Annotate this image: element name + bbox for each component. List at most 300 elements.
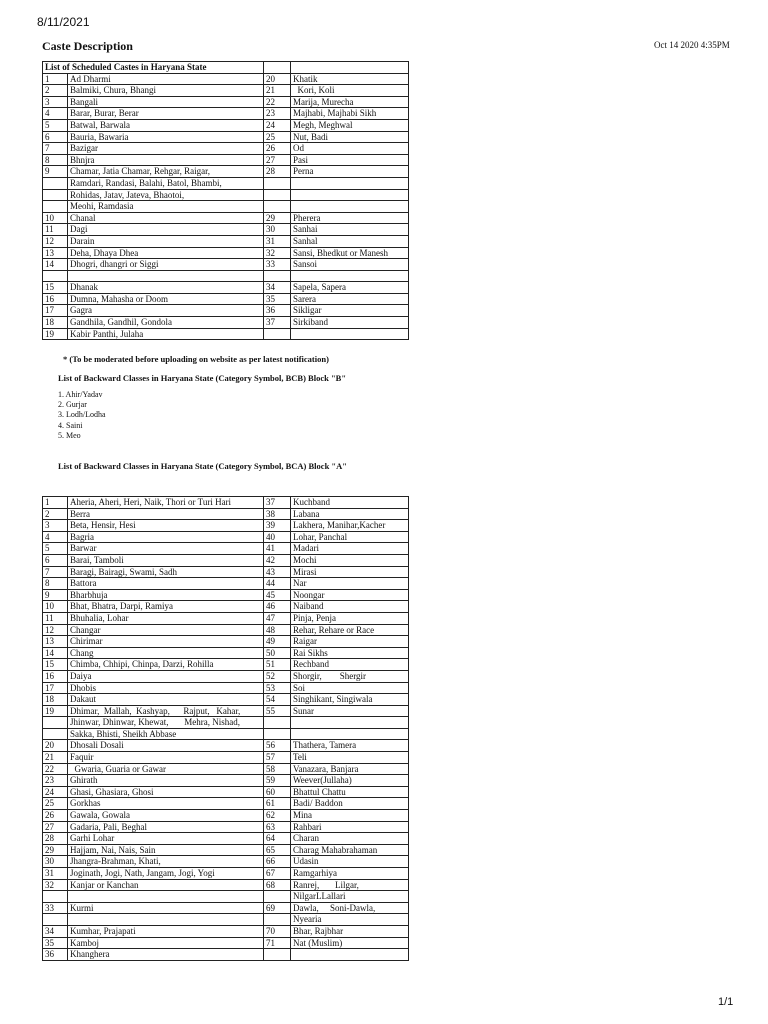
caste-name-right [291,270,409,282]
caste-name-left: Barai, Tamboli [68,554,264,566]
table-row [43,763,409,775]
caste-name-left: Garhi Lohar [68,833,264,845]
table-row [43,821,409,833]
caste-name-right: Bhar, Rajbhar [291,925,409,937]
table-row [43,659,409,671]
serial-right: 60 [264,786,291,798]
serial-right: 54 [264,694,291,706]
serial-right: 66 [264,856,291,868]
table-row [43,282,409,294]
serial-right: 62 [264,810,291,822]
serial-left: 17 [43,682,68,694]
caste-name-right [291,201,409,213]
caste-name-right: Noongar [291,589,409,601]
caste-name-right: Sansi, Bhedkut or Manesh [291,247,409,259]
serial-left: 6 [43,131,68,143]
table-row [43,844,409,856]
serial-left: 10 [43,212,68,224]
table-row [43,305,409,317]
caste-name-right: Vanazara, Banjara [291,763,409,775]
table-row [43,612,409,624]
caste-name-left: Batwal, Barwala [68,119,264,131]
caste-name-right: Sansoi [291,259,409,271]
caste-name-left: Rohidas, Jatav, Jateva, Bhaotoi, [68,189,264,201]
caste-name-left: Ramdari, Randasi, Balahi, Batol, Bhambi, [68,177,264,189]
caste-name-right: Udasin [291,856,409,868]
table-row [43,73,409,85]
caste-name-right: Teli [291,752,409,764]
caste-name-right: NilgarLLallari [291,891,409,903]
serial-right: 49 [264,636,291,648]
caste-name-left: Gadaria, Pali, Beghal [68,821,264,833]
table-row [43,247,409,259]
caste-name-right [291,728,409,740]
serial-right: 33 [264,259,291,271]
caste-name-left: Khanghera [68,949,264,961]
serial-left: 23 [43,775,68,787]
table-row [43,554,409,566]
list-item: 2. Gurjar [58,400,87,410]
caste-name-right: Nyearia [291,914,409,926]
serial-left: 18 [43,694,68,706]
serial-left: 25 [43,798,68,810]
serial-left [43,914,68,926]
caste-name-left: Ad Dharmi [68,73,264,85]
serial-right: 29 [264,212,291,224]
caste-name-right: Kori, Koli [291,85,409,97]
caste-name-right: Dawla, Soni-Dawla, [291,902,409,914]
caste-name-left: Baragi, Bairagi, Swami, Sadh [68,566,264,578]
caste-name-right: Shorgir, Shergir [291,670,409,682]
serial-right: 35 [264,293,291,305]
serial-left: 22 [43,763,68,775]
serial-left: 18 [43,317,68,329]
serial-right: 46 [264,601,291,613]
caste-name-left: Berra [68,508,264,520]
table-row [43,177,409,189]
serial-left: 34 [43,925,68,937]
caste-name-left: Bangali [68,96,264,108]
caste-name-right: Naiband [291,601,409,613]
caste-name-right: Bhattul Chattu [291,786,409,798]
caste-name-right: Soi [291,682,409,694]
caste-name-right: Perna [291,166,409,178]
caste-name-right: Labana [291,508,409,520]
serial-left: 26 [43,810,68,822]
bcb-heading: List of Backward Classes in Haryana State (Category Symbol, BCB) Block "B" [58,373,347,383]
serial-left: 19 [43,328,68,340]
table-row [43,636,409,648]
scheduled-castes-table [42,61,409,340]
caste-name-right: Rechband [291,659,409,671]
table-row [43,270,409,282]
caste-name-left: Gagra [68,305,264,317]
caste-name-left: Darain [68,235,264,247]
serial-right: 27 [264,154,291,166]
serial-left [43,717,68,729]
serial-left: 2 [43,85,68,97]
table-row [43,531,409,543]
caste-name-left [68,914,264,926]
table-row [43,902,409,914]
serial-right [264,177,291,189]
serial-right: 21 [264,85,291,97]
table-row [43,798,409,810]
caste-name-left [68,270,264,282]
caste-name-left: Sakka, Bhisti, Sheikh Abbase [68,728,264,740]
table-row [43,868,409,880]
serial-right: 43 [264,566,291,578]
serial-right [264,189,291,201]
serial-left: 12 [43,235,68,247]
caste-name-right: Pasi [291,154,409,166]
caste-name-left: Dhanak [68,282,264,294]
bca-heading: List of Backward Classes in Haryana State (Category Symbol, BCA) Block "A" [58,461,347,471]
serial-right: 71 [264,937,291,949]
serial-right: 20 [264,73,291,85]
caste-name-right: Rehar, Rehare or Race [291,624,409,636]
table-row [43,497,409,509]
table-row [43,543,409,555]
caste-name-left: Joginath, Jogi, Nath, Jangam, Jogi, Yogi [68,868,264,880]
caste-name-left: Gorkhas [68,798,264,810]
caste-name-right: Weever(Jullaha) [291,775,409,787]
table-row [43,705,409,717]
table-row [43,108,409,120]
table-row [43,914,409,926]
serial-right: 34 [264,282,291,294]
table-row [43,224,409,236]
table-title-row [43,62,409,74]
serial-left: 19 [43,705,68,717]
caste-name-right [291,328,409,340]
serial-left: 1 [43,497,68,509]
serial-right [264,914,291,926]
serial-right: 38 [264,508,291,520]
moderation-note: * (To be moderated before uploading on website as per latest notification) [63,354,329,364]
table-row [43,694,409,706]
print-date: 8/11/2021 [37,15,90,29]
serial-left: 7 [43,143,68,155]
caste-name-right: Sapela, Sapera [291,282,409,294]
serial-right: 25 [264,131,291,143]
serial-right: 37 [264,497,291,509]
serial-right: 52 [264,670,291,682]
serial-left: 14 [43,647,68,659]
table-row [43,589,409,601]
serial-left: 5 [43,543,68,555]
table-row [43,717,409,729]
caste-name-right: Thathera, Tamera [291,740,409,752]
backward-classes-a-table [42,496,409,961]
serial-left: 21 [43,752,68,764]
caste-name-right [291,189,409,201]
caste-name-left: Deha, Dhaya Dhea [68,247,264,259]
serial-right: 51 [264,659,291,671]
table-row [43,670,409,682]
serial-left: 9 [43,589,68,601]
serial-right [264,728,291,740]
serial-right: 55 [264,705,291,717]
serial-left: 20 [43,740,68,752]
serial-right: 61 [264,798,291,810]
serial-left: 3 [43,96,68,108]
caste-name-left: Dhobis [68,682,264,694]
table-row [43,775,409,787]
caste-name-left: Barar, Burar, Berar [68,108,264,120]
caste-name-left: Dhosali Dosali [68,740,264,752]
bcb-list [58,390,106,441]
table-row [43,833,409,845]
table-row [43,578,409,590]
caste-name-right: Badi/ Baddon [291,798,409,810]
table-row [43,85,409,97]
serial-right: 22 [264,96,291,108]
list-item: 3. Lodh/Lodha [58,410,106,420]
caste-name-left: Meohi, Ramdasia [68,201,264,213]
serial-right [264,891,291,903]
table-row [43,154,409,166]
caste-name-left: Jhinwar, Dhinwar, Khewat, Mehra, Nishad, [68,717,264,729]
caste-name-left: Bhnjra [68,154,264,166]
serial-right: 41 [264,543,291,555]
caste-name-right: Ranrej, Lilgar, [291,879,409,891]
table-row [43,317,409,329]
caste-name-right: Mina [291,810,409,822]
caste-name-right: Od [291,143,409,155]
caste-name-left: Daiya [68,670,264,682]
caste-name-right: Rahbari [291,821,409,833]
table-row [43,119,409,131]
caste-name-right: Majhabi, Majhabi Sikh [291,108,409,120]
serial-right: 53 [264,682,291,694]
serial-left: 28 [43,833,68,845]
serial-left: 12 [43,624,68,636]
table-row [43,728,409,740]
serial-right [264,717,291,729]
serial-right: 56 [264,740,291,752]
list-item: 5. Meo [58,430,81,440]
serial-left: 35 [43,937,68,949]
serial-right: 50 [264,647,291,659]
caste-name-left: Dhogri, dhangri or Siggi [68,259,264,271]
caste-name-left: Bauria, Bawaria [68,131,264,143]
serial-left: 8 [43,578,68,590]
caste-name-right: Khatik [291,73,409,85]
serial-left: 15 [43,659,68,671]
caste-name-right: Megh, Meghwal [291,119,409,131]
caste-name-right: Pherera [291,212,409,224]
caste-name-left: Kamboj [68,937,264,949]
table-row [43,259,409,271]
serial-right: 32 [264,247,291,259]
caste-name-left: Ghirath [68,775,264,787]
caste-name-left: Bharbhuja [68,589,264,601]
serial-right: 63 [264,821,291,833]
caste-name-right: Sunar [291,705,409,717]
caste-name-left: Kumhar, Prajapati [68,925,264,937]
caste-name-right: Ramgarhiya [291,868,409,880]
serial-left: 11 [43,224,68,236]
serial-right: 48 [264,624,291,636]
caste-name-left: Gwaria, Guaria or Gawar [68,763,264,775]
caste-name-right [291,949,409,961]
serial-left: 16 [43,670,68,682]
serial-left: 15 [43,282,68,294]
table-row [43,786,409,798]
serial-right: 31 [264,235,291,247]
caste-name-right [291,717,409,729]
serial-right [264,328,291,340]
serial-left: 4 [43,531,68,543]
serial-right: 59 [264,775,291,787]
caste-name-left: Dumna, Mahasha or Doom [68,293,264,305]
caste-name-right: Nar [291,578,409,590]
serial-left [43,270,68,282]
caste-name-left: Chimba, Chhipi, Chinpa, Darzi, Rohilla [68,659,264,671]
table-row [43,189,409,201]
serial-left: 32 [43,879,68,891]
serial-left [43,891,68,903]
serial-right: 57 [264,752,291,764]
table-row [43,131,409,143]
caste-name-right: Sirkiband [291,317,409,329]
table-row [43,949,409,961]
serial-left: 7 [43,566,68,578]
caste-name-right: Raigar [291,636,409,648]
caste-name-left: Chanal [68,212,264,224]
caste-name-left: Kanjar or Kanchan [68,879,264,891]
serial-left: 16 [43,293,68,305]
table-row [43,212,409,224]
caste-name-left: Kurmi [68,902,264,914]
table-row [43,624,409,636]
serial-left: 14 [43,259,68,271]
table-row [43,293,409,305]
caste-name-left: Hajjam, Nai, Nais, Sain [68,844,264,856]
table-row [43,856,409,868]
caste-name-left: Bazigar [68,143,264,155]
caste-name-left [68,891,264,903]
caste-name-left: Changar [68,624,264,636]
caste-name-left: Jhangra-Brahman, Khati, [68,856,264,868]
serial-right [264,270,291,282]
table-row [43,647,409,659]
caste-name-left: Faquir [68,752,264,764]
caste-name-right: Mochi [291,554,409,566]
serial-right: 37 [264,317,291,329]
caste-name-left: Gawala, Gowala [68,810,264,822]
serial-right: 26 [264,143,291,155]
serial-right: 44 [264,578,291,590]
caste-name-right: Lakhera, Manihar,Kacher [291,520,409,532]
table-row [43,810,409,822]
caste-name-right: Mirasi [291,566,409,578]
serial-left: 11 [43,612,68,624]
serial-left: 3 [43,520,68,532]
serial-left: 13 [43,247,68,259]
serial-left: 9 [43,166,68,178]
table-row [43,235,409,247]
serial-left: 17 [43,305,68,317]
table-row [43,937,409,949]
caste-name-right: Sanhal [291,235,409,247]
table-row [43,96,409,108]
serial-right: 58 [264,763,291,775]
table-row [43,879,409,891]
serial-right: 40 [264,531,291,543]
caste-name-right: Kuchband [291,497,409,509]
caste-name-left: Bhuhalia, Lohar [68,612,264,624]
caste-name-left: Bhat, Bhatra, Darpi, Ramiya [68,601,264,613]
caste-name-left: Gandhila, Gandhil, Gondola [68,317,264,329]
page-number: 1/1 [718,996,734,1008]
serial-left: 1 [43,73,68,85]
caste-name-right: Nat (Muslim) [291,937,409,949]
serial-left: 6 [43,554,68,566]
serial-right: 42 [264,554,291,566]
serial-left: 24 [43,786,68,798]
caste-name-right: Madari [291,543,409,555]
caste-name-right: Nut, Badi [291,131,409,143]
serial-left: 10 [43,601,68,613]
serial-left: 13 [43,636,68,648]
caste-name-right: Pinja, Penja [291,612,409,624]
serial-right: 45 [264,589,291,601]
caste-name-left: Ghasi, Ghasiara, Ghosi [68,786,264,798]
table-row [43,508,409,520]
table-row [43,682,409,694]
caste-name-left: Beta, Hensir, Hesi [68,520,264,532]
table-row [43,925,409,937]
caste-name-left: Battora [68,578,264,590]
caste-name-left: Barwar [68,543,264,555]
table-row [43,166,409,178]
serial-left: 33 [43,902,68,914]
serial-left: 31 [43,868,68,880]
serial-right [264,949,291,961]
caste-name-right: Sarera [291,293,409,305]
page-title: Caste Description [42,39,133,53]
table-row [43,520,409,532]
serial-right: 39 [264,520,291,532]
list-item: 1. Ahir/Yadav [58,390,103,399]
caste-name-right: Marija, Murecha [291,96,409,108]
serial-left: 5 [43,119,68,131]
caste-name-left: Kabir Panthi, Julaha [68,328,264,340]
serial-right: 65 [264,844,291,856]
scheduled-castes-title: List of Scheduled Castes in Haryana State [43,62,264,74]
document-timestamp: Oct 14 2020 4:35PM [654,40,730,50]
caste-name-left: Chamar, Jatia Chamar, Rehgar, Raigar, [68,166,264,178]
serial-left [43,189,68,201]
table-row [43,328,409,340]
serial-right: 24 [264,119,291,131]
serial-right: 30 [264,224,291,236]
caste-name-left: Balmiki, Chura, Bhangi [68,85,264,97]
serial-left: 4 [43,108,68,120]
table-row [43,740,409,752]
caste-name-right: Singhikant, Singiwala [291,694,409,706]
serial-left [43,177,68,189]
caste-name-right: Lohar, Panchal [291,531,409,543]
caste-name-right: Sikligar [291,305,409,317]
serial-right: 64 [264,833,291,845]
serial-left: 30 [43,856,68,868]
serial-right: 36 [264,305,291,317]
serial-right: 70 [264,925,291,937]
serial-right: 68 [264,879,291,891]
